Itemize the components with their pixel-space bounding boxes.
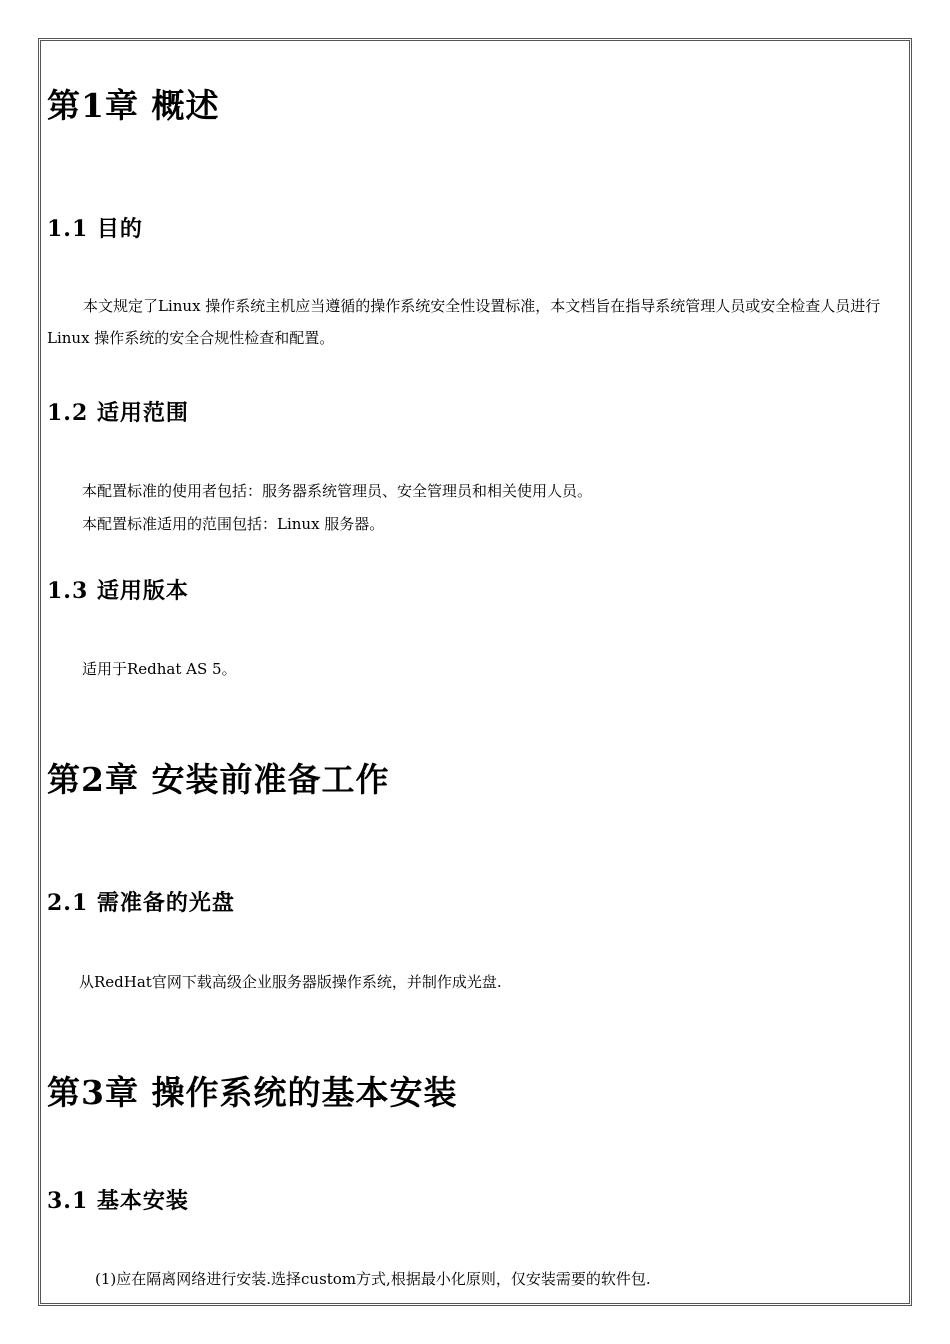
section-1-2-line-2: 本配置标准适用的范围包括：Linux 服务器。 <box>82 515 385 533</box>
section-3-1-title: 3.1 基本安装 <box>47 1188 189 1214</box>
section-1-1-title: 1.1 目的 <box>47 216 143 242</box>
section-1-2-title: 1.2 适用范围 <box>47 400 189 426</box>
section-3-1-line: (1)应在隔离网络进行安装.选择custom方式,根据最小化原则，仅安装需要的软件包. <box>95 1270 651 1288</box>
section-2-1-line: 从RedHat官网下载高级企业服务器版操作系统，并制作成光盘. <box>79 973 502 991</box>
section-1-2-line-1: 本配置标准的使用者包括：服务器系统管理员、安全管理员和相关使用人员。 <box>82 482 593 500</box>
chapter-3-title: 第3章 操作系统的基本安装 <box>47 1073 458 1112</box>
section-1-1-paragraph: 本文规定了Linux 操作系统主机应当遵循的操作系统安全性设置标准，本文档旨在指导系统管理人员或安全检查人员进行Linux 操作系统的安全合规性检查和配置。 <box>47 297 881 347</box>
chapter-2-title: 第2章 安装前准备工作 <box>47 760 390 799</box>
section-2-1-title: 2.1 需准备的光盘 <box>47 890 235 916</box>
section-1-3-title: 1.3 适用版本 <box>47 578 189 604</box>
chapter-1-title: 第1章 概述 <box>47 86 220 125</box>
section-1-3-line: 适用于Redhat AS 5。 <box>82 660 237 678</box>
